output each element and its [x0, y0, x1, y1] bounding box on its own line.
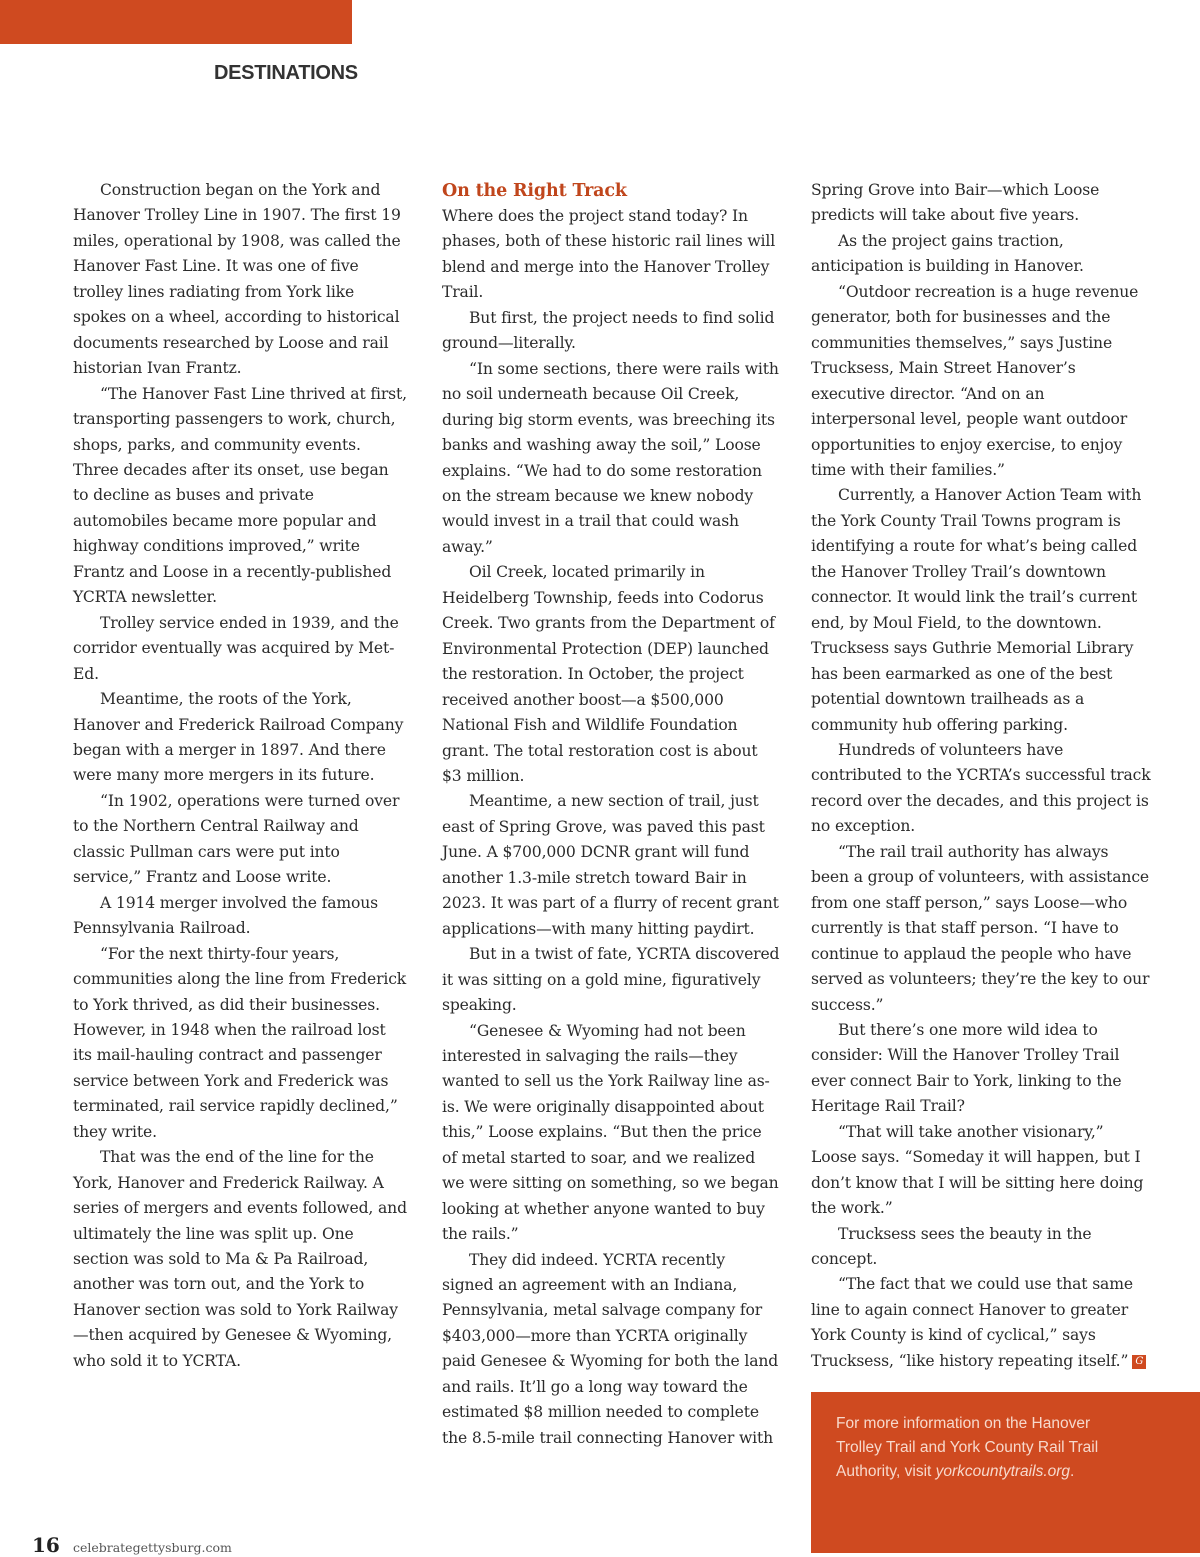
- paragraph: But there’s one more wild idea to consider: Will the Hanover Trolley Trail ever connect Bair to York, linking to the Heritage Rail Trail?: [811, 1020, 1122, 1116]
- paragraph: “That will take another visionary,” Loose says. “Someday it will happen, but I don’t know that I will be sitting here doing the work.”: [811, 1122, 1144, 1218]
- footer: [32, 1533, 232, 1557]
- article-column-3: [811, 178, 1151, 1374]
- info-box: [811, 1392, 1200, 1553]
- paragraph: Spring Grove into Bair—which Loose predicts will take about five years.: [811, 181, 1100, 225]
- paragraph: But first, the project needs to find solid ground—literally.: [442, 308, 775, 353]
- paragraph: “Genesee & Wyoming had not been interested in salvaging the rails—they wanted to sell us the York Railway line as-is. We were originally disappointed about this,” Loose explains. “But then the price of metal started to soar, and we realized we were sitting on something, so we began looking at whether anyone wanted to buy the rails.”: [442, 1021, 779, 1244]
- paragraph: “In 1902, operations were turned over to the Northern Central Railway and classic Pullman cars were put into service,” Frantz and Loose write.: [73, 791, 400, 887]
- info-box-text: [836, 1412, 1136, 1484]
- paragraph: That was the end of the line for the York, Hanover and Frederick Railway. A series of mergers and events followed, and ultimately the line was split up. One section was sold to Ma & Pa Railroad, another was torn out, and the York to Hanover section was sold to York Railway—then acquired by Genesee & Wyoming, who sold it to YCRTA.: [73, 1148, 407, 1370]
- paragraph: A 1914 merger involved the famous Pennsylvania Railroad.: [73, 893, 378, 938]
- section-label: DESTINATIONS: [214, 62, 358, 84]
- website-link[interactable]: yorkcountytrails.org: [935, 1463, 1071, 1480]
- info-box-body: For more information on the Hanover Trolley Trail and York County Rail Trail Authority, visit: [836, 1415, 1099, 1480]
- subheading: On the Right Track: [442, 181, 627, 201]
- article-column-2: [442, 178, 780, 1451]
- paragraph: Meantime, the roots of the York, Hanover and Frederick Railroad Company began with a merger in 1897. And there were many more mergers in its future.: [73, 690, 404, 785]
- paragraph: “Outdoor recreation is a huge revenue generator, both for businesses and the communities themselves,” says Justine Trucksess, Main Street Hanover’s executive director. “And on an interpersonal level, people want outdoor opportunities to enjoy exercise, to enjoy time with their families.”: [811, 282, 1139, 479]
- page-number: 16: [32, 1533, 60, 1557]
- paragraph: “The rail trail authority has always been a group of volunteers, with assistance from one staff person,” says Loose—who currently is that staff person. “I have to continue to applaud the people who have served as volunteers; they’re the key to our success.”: [811, 842, 1150, 1014]
- paragraph: Oil Creek, located primarily in Heidelberg Township, feeds into Codorus Creek. Two grants from the Department of Environmental Protection (DEP) launched the restoration. In October, the project received another boost—a $500,000 National Fish and Wildlife Foundation grant. The total restoration cost is about $3 million.: [442, 563, 775, 785]
- paragraph: But in a twist of fate, YCRTA discovered it was sitting on a gold mine, figuratively speaking.: [442, 945, 780, 1015]
- paragraph: Where does the project stand today? In phases, both of these historic rail lines will blend and merge into the Hanover Trolley Trail.: [442, 207, 776, 302]
- final-paragraph-text: “The fact that we could use that same line to again connect Hanover to greater York County is kind of cyclical,” says Trucksess, “like history repeating itself.”: [811, 1275, 1133, 1370]
- paragraph: Construction began on the York and Hanover Trolley Line in 1907. The first 19 miles, operational by 1908, was called the Hanover Fast Line. It was one of five trolley lines radiating from York like spokes on a wheel, according to historical documents researched by Loose and rail historian Ivan Frantz.: [73, 181, 401, 378]
- final-paragraph: [811, 1272, 1151, 1374]
- paragraph: Currently, a Hanover Action Team with the York County Trail Towns program is identifying a route for what’s being called the Hanover Trolley Trail’s downtown connector. It would link the trail’s current end, by Moul Field, to the downtown. Trucksess says Guthrie Memorial Library has been earmarked as one of the best potential downtown trailheads as a community hub offering parking.: [811, 486, 1142, 734]
- paragraph: Trucksess sees the beauty in the concept.: [811, 1224, 1092, 1269]
- info-box-suffix: .: [1070, 1463, 1075, 1480]
- paragraph: As the project gains traction, anticipation is building in Hanover.: [811, 231, 1084, 276]
- end-mark-icon: G: [1132, 1355, 1146, 1369]
- paragraph: “For the next thirty-four years, communities along the line from Frederick to York thrived, as did their businesses. However, in 1948 when the railroad lost its mail-hauling contract and passenger service between York and Frederick was terminated, rail service rapidly declined,” they write.: [73, 944, 407, 1141]
- paragraph: “In some sections, there were rails with no soil underneath because Oil Creek, during big storm events, was breeching its banks and washing away the soil,” Loose explains. “We had to do some restoration on the stream because we knew nobody would invest in a trail that could wash away.”: [442, 359, 779, 556]
- paragraph: Trolley service ended in 1939, and the corridor eventually was acquired by Met-Ed.: [73, 613, 399, 683]
- footer-website[interactable]: celebrategettysburg.com: [72, 1540, 232, 1555]
- paragraph: They did indeed. YCRTA recently signed an agreement with an Indiana, Pennsylvania, metal salvage company for $403,000—more than YCRTA originally paid Genesee & Wyoming for both the land and rails. It’ll go a long way toward the estimated $8 million needed to complete the 8.5-mile trail connecting Hanover with: [442, 1250, 779, 1447]
- paragraph: Hundreds of volunteers have contributed to the YCRTA’s successful track record over the decades, and this project is no exception.: [811, 740, 1151, 836]
- header-accent-bar: [0, 0, 352, 44]
- paragraph: Meantime, a new section of trail, just east of Spring Grove, was paved this past June. A $700,000 DCNR grant will fund another 1.3-mile stretch toward Bair in 2023. It was part of a flurry of recent grant applications—with many hitting paydirt.: [442, 792, 779, 938]
- paragraph: “The Hanover Fast Line thrived at first, transporting passengers to work, church, shops, parks, and community events. Three decades after its onset, use began to decline as buses and private automobiles became more popular and highway conditions improved,” write Frantz and Loose in a recently-published YCRTA newsletter.: [73, 384, 407, 607]
- article-column-1: [73, 178, 408, 1374]
